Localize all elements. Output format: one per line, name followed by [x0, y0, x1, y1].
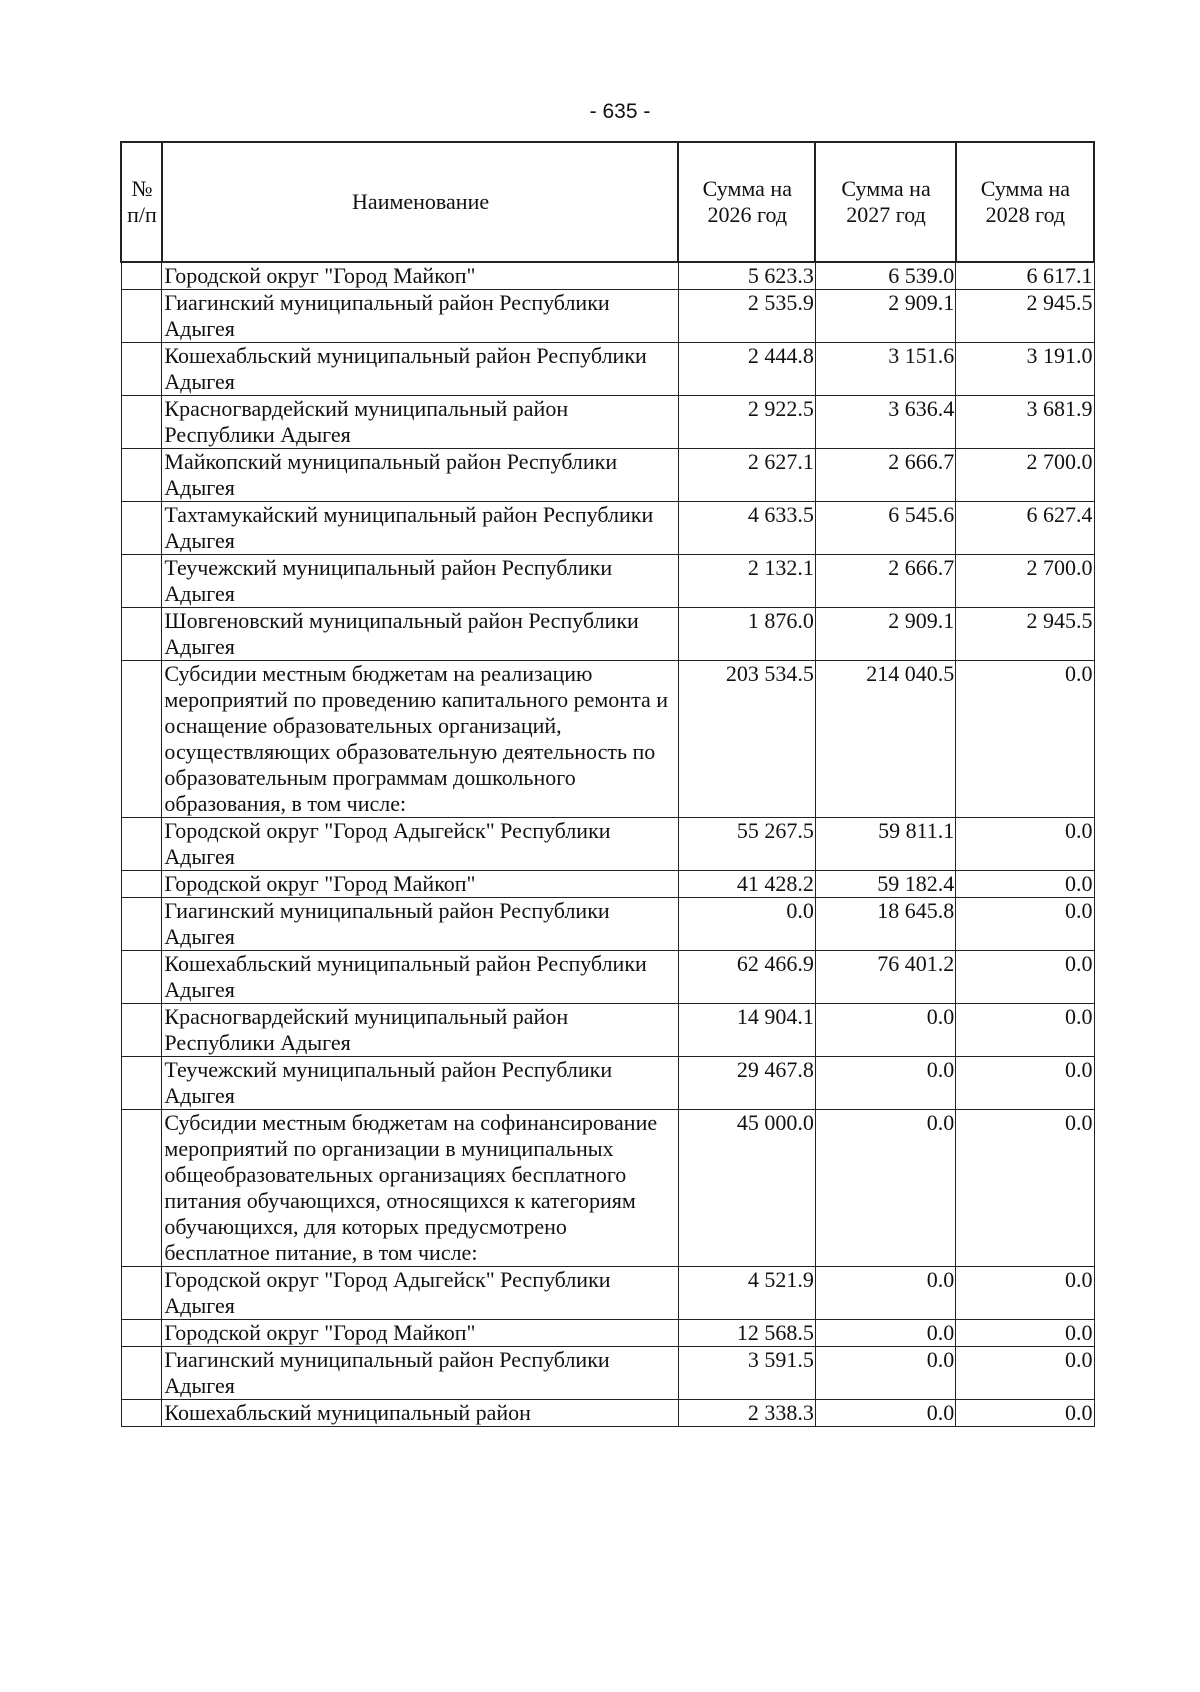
table-row	[121, 871, 1094, 898]
row-sum-2026-cell: 5 623.3	[678, 262, 815, 290]
row-name-cell: Тахтамукайский муниципальный район Республики Адыгея	[162, 502, 678, 555]
budget-table	[120, 141, 1095, 1427]
row-sum-2028-cell: 2 700.0	[956, 555, 1094, 608]
header-row	[121, 142, 1094, 262]
row-name-cell: Гиагинский муниципальный район Республики Адыгея	[162, 898, 678, 951]
row-sum-2026-cell: 1 876.0	[678, 608, 815, 661]
row-sum-2026-cell: 0.0	[678, 898, 815, 951]
header-sum-2026: Сумма на 2026 год	[678, 142, 815, 262]
table-row	[121, 1004, 1094, 1057]
row-sum-2028-cell: 3 681.9	[956, 396, 1094, 449]
row-sum-2028-cell: 0.0	[956, 871, 1094, 898]
row-name-cell: Кошехабльский муниципальный район Республики Адыгея	[162, 951, 678, 1004]
table-row	[121, 1320, 1094, 1347]
row-sum-2026-cell: 4 521.9	[678, 1267, 815, 1320]
row-sum-2027-cell: 0.0	[815, 1320, 955, 1347]
table-row	[121, 608, 1094, 661]
row-name-cell: Красногвардейский муниципальный район Республики Адыгея	[162, 396, 678, 449]
table-row	[121, 449, 1094, 502]
row-sum-2028-cell: 2 945.5	[956, 608, 1094, 661]
row-sum-2026-cell: 12 568.5	[678, 1320, 815, 1347]
row-sum-2027-cell: 214 040.5	[815, 661, 955, 818]
header-number: № п/п	[121, 142, 162, 262]
table-row	[121, 343, 1094, 396]
row-sum-2028-cell: 0.0	[956, 898, 1094, 951]
row-sum-2028-cell: 0.0	[956, 818, 1094, 871]
row-sum-2028-cell: 0.0	[956, 1400, 1094, 1427]
row-sum-2026-cell: 62 466.9	[678, 951, 815, 1004]
row-number-cell	[121, 1004, 162, 1057]
row-sum-2026-cell: 2 627.1	[678, 449, 815, 502]
table-row	[121, 1057, 1094, 1110]
row-sum-2027-cell: 18 645.8	[815, 898, 955, 951]
row-sum-2028-cell: 0.0	[956, 1320, 1094, 1347]
row-name-cell: Городской округ "Город Адыгейск" Республики Адыгея	[162, 1267, 678, 1320]
row-sum-2027-cell: 2 909.1	[815, 608, 955, 661]
row-number-cell	[121, 898, 162, 951]
row-sum-2028-cell: 0.0	[956, 1004, 1094, 1057]
row-sum-2028-cell: 6 617.1	[956, 262, 1094, 290]
row-sum-2026-cell: 3 591.5	[678, 1347, 815, 1400]
row-sum-2027-cell: 0.0	[815, 1110, 955, 1267]
row-sum-2027-cell: 6 545.6	[815, 502, 955, 555]
table-row	[121, 502, 1094, 555]
row-number-cell	[121, 1347, 162, 1400]
row-sum-2028-cell: 2 700.0	[956, 449, 1094, 502]
row-number-cell	[121, 396, 162, 449]
table-row	[121, 262, 1094, 290]
row-number-cell	[121, 871, 162, 898]
row-sum-2027-cell: 76 401.2	[815, 951, 955, 1004]
table-header	[121, 142, 1094, 262]
row-number-cell	[121, 1267, 162, 1320]
table-body	[121, 262, 1094, 1427]
header-name: Наименование	[162, 142, 678, 262]
header-sum-2027: Сумма на 2027 год	[815, 142, 955, 262]
row-number-cell	[121, 262, 162, 290]
row-name-cell: Городской округ "Город Адыгейск" Республики Адыгея	[162, 818, 678, 871]
row-sum-2026-cell: 203 534.5	[678, 661, 815, 818]
row-sum-2026-cell: 2 535.9	[678, 290, 815, 343]
row-name-cell: Теучежский муниципальный район Республики Адыгея	[162, 1057, 678, 1110]
table-row	[121, 1400, 1094, 1427]
row-sum-2026-cell: 45 000.0	[678, 1110, 815, 1267]
table-row	[121, 1110, 1094, 1267]
row-sum-2026-cell: 2 444.8	[678, 343, 815, 396]
row-sum-2027-cell: 2 666.7	[815, 555, 955, 608]
table-row	[121, 1267, 1094, 1320]
row-sum-2028-cell: 0.0	[956, 951, 1094, 1004]
row-sum-2028-cell: 2 945.5	[956, 290, 1094, 343]
row-number-cell	[121, 1400, 162, 1427]
row-name-cell: Шовгеновский муниципальный район Республики Адыгея	[162, 608, 678, 661]
row-sum-2028-cell: 0.0	[956, 1110, 1094, 1267]
row-sum-2027-cell: 0.0	[815, 1347, 955, 1400]
row-sum-2026-cell: 29 467.8	[678, 1057, 815, 1110]
row-sum-2027-cell: 0.0	[815, 1400, 955, 1427]
row-sum-2026-cell: 4 633.5	[678, 502, 815, 555]
row-sum-2026-cell: 2 338.3	[678, 1400, 815, 1427]
row-sum-2027-cell: 3 151.6	[815, 343, 955, 396]
row-number-cell	[121, 449, 162, 502]
row-number-cell	[121, 1320, 162, 1347]
row-sum-2028-cell: 3 191.0	[956, 343, 1094, 396]
row-number-cell	[121, 555, 162, 608]
table-row	[121, 555, 1094, 608]
row-sum-2027-cell: 6 539.0	[815, 262, 955, 290]
row-sum-2028-cell: 0.0	[956, 1267, 1094, 1320]
row-sum-2027-cell: 0.0	[815, 1004, 955, 1057]
row-sum-2026-cell: 41 428.2	[678, 871, 815, 898]
row-name-cell: Городской округ "Город Майкоп"	[162, 1320, 678, 1347]
table-row	[121, 1347, 1094, 1400]
row-number-cell	[121, 608, 162, 661]
row-sum-2027-cell: 2 909.1	[815, 290, 955, 343]
header-sum-2028: Сумма на 2028 год	[956, 142, 1094, 262]
row-sum-2026-cell: 55 267.5	[678, 818, 815, 871]
table-row	[121, 951, 1094, 1004]
row-sum-2027-cell: 0.0	[815, 1267, 955, 1320]
row-name-cell: Майкопский муниципальный район Республики Адыгея	[162, 449, 678, 502]
row-sum-2028-cell: 0.0	[956, 661, 1094, 818]
row-name-cell: Гиагинский муниципальный район Республики Адыгея	[162, 290, 678, 343]
row-name-cell: Гиагинский муниципальный район Республики Адыгея	[162, 1347, 678, 1400]
row-number-cell	[121, 1057, 162, 1110]
row-name-cell: Субсидии местным бюджетам на реализацию мероприятий по проведению капитального ремонта и оснащение образовательных организаций, осуществляющих образовательную деятельность по образовательным программам дошкольного образования, в том числе:	[162, 661, 678, 818]
row-number-cell	[121, 290, 162, 343]
row-sum-2027-cell: 59 182.4	[815, 871, 955, 898]
row-sum-2027-cell: 2 666.7	[815, 449, 955, 502]
row-sum-2027-cell: 0.0	[815, 1057, 955, 1110]
row-sum-2027-cell: 3 636.4	[815, 396, 955, 449]
row-name-cell: Теучежский муниципальный район Республики Адыгея	[162, 555, 678, 608]
table-row	[121, 290, 1094, 343]
row-sum-2028-cell: 0.0	[956, 1347, 1094, 1400]
row-sum-2026-cell: 2 922.5	[678, 396, 815, 449]
row-name-cell: Красногвардейский муниципальный район Республики Адыгея	[162, 1004, 678, 1057]
table-row	[121, 818, 1094, 871]
row-sum-2026-cell: 2 132.1	[678, 555, 815, 608]
row-sum-2028-cell: 0.0	[956, 1057, 1094, 1110]
row-sum-2027-cell: 59 811.1	[815, 818, 955, 871]
table-row	[121, 898, 1094, 951]
row-number-cell	[121, 502, 162, 555]
row-name-cell: Городской округ "Город Майкоп"	[162, 262, 678, 290]
table-row	[121, 396, 1094, 449]
row-number-cell	[121, 343, 162, 396]
row-name-cell: Городской округ "Город Майкоп"	[162, 871, 678, 898]
row-sum-2026-cell: 14 904.1	[678, 1004, 815, 1057]
row-number-cell	[121, 818, 162, 871]
row-name-cell: Субсидии местным бюджетам на софинансирование мероприятий по организации в муниципальных общеобразовательных организациях бесплатного питания обучающихся, относящихся к категориям обучающихся, для которых предусмотрено бесплатное питание, в том числе:	[162, 1110, 678, 1267]
row-sum-2028-cell: 6 627.4	[956, 502, 1094, 555]
page-number: - 635 -	[589, 100, 651, 123]
row-number-cell	[121, 951, 162, 1004]
row-name-cell: Кошехабльский муниципальный район	[162, 1400, 678, 1427]
row-number-cell	[121, 661, 162, 818]
row-name-cell: Кошехабльский муниципальный район Республики Адыгея	[162, 343, 678, 396]
table-row	[121, 661, 1094, 818]
row-number-cell	[121, 1110, 162, 1267]
